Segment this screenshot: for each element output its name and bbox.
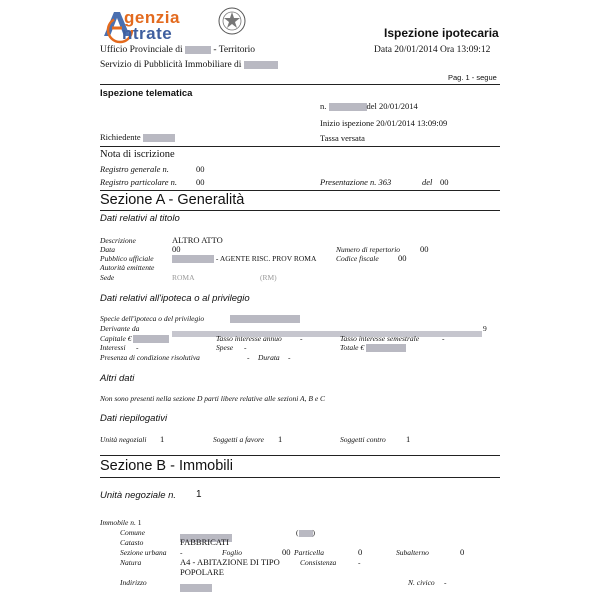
dati-titolo-heading: Dati relativi al titolo [100,213,180,224]
data-value: 00 [172,244,181,254]
agenzia-entrate-logo [100,6,212,46]
sezione-b-title: Sezione B - Immobili [100,458,233,474]
sezione-b-topline [100,455,500,456]
service-line [100,60,278,70]
tasso-annuo-value: - [300,334,303,343]
spese-value: - [244,343,247,352]
reg-gen-value: 00 [196,164,205,174]
del-label: del [422,177,433,187]
pubblico-value [172,254,316,263]
unita-negoziali-label: Unità negoziali [100,435,147,444]
redacted-block [185,46,211,54]
office-line [100,45,255,55]
redacted-block [143,134,175,142]
civico-value: - [444,578,447,587]
codice-value: 00 [398,253,407,263]
redacted-block [244,61,278,69]
catasto-value: FABBRICATI [180,537,229,547]
logo-text-agenzia: genzia [124,8,180,27]
tassa-versata: Tassa versata [320,133,365,143]
data-label: Data [100,245,115,254]
service-label: Servizio di Pubblicità Immobiliare di [100,60,242,70]
immobile-text: Immobile n. [100,518,136,527]
repertorio-label: Numero di repertorio [336,245,401,254]
capitale-text: Capitale € [100,334,132,343]
sezione-urbana-label: Sezione urbana [120,548,167,557]
derivante-tail: 9 [483,324,487,333]
foglio-value: 00 [282,547,291,557]
redacted-block [172,255,214,263]
civico-label: N. civico [408,578,435,587]
redacted-block [180,584,212,592]
riepilogativi-heading: Dati riepilogativi [100,413,168,424]
comune-label: Comune [120,528,145,537]
unita-negoziale-heading: Unità negoziale n. [100,490,177,501]
n-label: n. [320,101,327,111]
soggetti-contro-label: Soggetti contro [340,435,386,444]
interessi-value: - [136,343,139,352]
durata-label: Durata [258,353,280,362]
soggetti-favore-label: Soggetti a favore [213,435,264,444]
indirizzo-value [180,579,212,597]
header-divider [100,84,500,85]
natura-value-line2: POPOLARE [180,567,224,577]
sezione-a-title: Sezione A - Generalità [100,192,245,208]
office-label: Ufficio Provinciale di [100,45,183,55]
descrizione-label: Descrizione [100,236,136,245]
foglio-label: Foglio [222,548,242,557]
sezione-urbana-value: - [180,548,183,557]
emblem-icon [217,6,247,36]
specie-text: Specie dell'ipoteca o del privilegio [100,314,205,323]
spese-label: Spese [216,343,234,352]
logo-text-entrate: ntrate [122,24,173,43]
capitale-label [100,334,169,343]
date-line: Data 20/01/2014 Ora 13:09:12 [374,45,491,55]
reg-gen-label: Registro generale n. [100,164,169,174]
presenza-value: - [247,353,250,362]
altri-dati-text: Non sono presenti nella sezione D parti libere relative alle sezioni A, B e C [100,394,326,403]
pubblico-text: - AGENTE RISC. PROV ROMA [215,254,317,263]
page-number: Pag. 1 - segue [448,73,497,82]
nota-title: Nota di iscrizione [100,149,175,160]
sede-prov: (RM) [260,273,277,282]
subalterno-value: 0 [460,547,465,557]
sede-value: ROMA [172,273,195,282]
totale-text: Totale € [340,343,365,352]
office-suffix: - Territorio [213,45,256,55]
consistenza-label: Consistenza [300,558,337,567]
telematica-divider [100,146,500,147]
tasso-sem-label: Tasso interesse semestrale [340,334,420,343]
repertorio-value: 00 [420,244,429,254]
nota-divider [100,190,500,191]
n-suffix: del 20/01/2014 [366,101,418,111]
sezione-b-underline [100,477,500,478]
unita-negoziale-value: 1 [196,489,202,500]
autorita-label: Autorità emittente [100,263,155,272]
soggetti-contro-value: 1 [406,434,411,444]
richiedente [100,132,175,142]
particella-label: Particella [294,548,324,557]
sezione-a-underline [100,210,500,211]
inizio-ispezione: Inizio ispezione 20/01/2014 13:09:09 [320,118,448,128]
del-value: 00 [440,177,449,187]
pubblico-label: Pubblico ufficiale [100,254,154,263]
unita-negoziali-value: 1 [160,434,165,444]
document-title: Ispezione ipotecaria [384,26,499,40]
natura-label: Natura [120,558,142,567]
presentazione: Presentazione n. 363 [320,177,392,187]
altri-dati-heading: Altri dati [100,373,135,384]
redacted-block [230,315,300,323]
soggetti-favore-value: 1 [278,434,283,444]
tasso-annuo-label: Tasso interesse annuo [216,334,282,343]
comune-prov: ( ) [296,528,315,537]
specie-label [100,314,300,323]
sede-label: Sede [100,273,115,282]
durata-value: - [288,353,291,362]
subalterno-label: Subalterno [396,548,429,557]
derivante-label: Derivante da [100,324,140,333]
codice-label: Codice fiscale [336,254,379,263]
natura-value-line1: A4 - ABITAZIONE DI TIPO [180,557,280,567]
indirizzo-label: Indirizzo [120,578,147,587]
particella-value: 0 [358,547,363,557]
telematica-title: Ispezione telematica [100,88,193,99]
reg-part-label: Registro particolare n. [100,177,178,187]
catasto-label: Catasto [120,538,144,547]
immobile-value: 1 [137,518,142,527]
reg-part-value: 00 [196,177,205,187]
interessi-label: Interessi [100,343,126,352]
totale-label [340,343,406,352]
redacted-block [329,103,367,111]
redacted-block [366,344,406,352]
presenza-label: Presenza di condizione risolutiva [100,353,200,362]
dati-ipoteca-heading: Dati relativi all'ipoteca o al privilegio [100,293,250,304]
consistenza-value: - [358,558,361,567]
tasso-sem-value: - [442,334,445,343]
redacted-block [299,530,313,537]
richiedente-label: Richiedente [100,132,141,142]
immobile-label [100,518,141,527]
telematica-number [320,101,418,111]
descrizione-value: ALTRO ATTO [172,235,223,245]
